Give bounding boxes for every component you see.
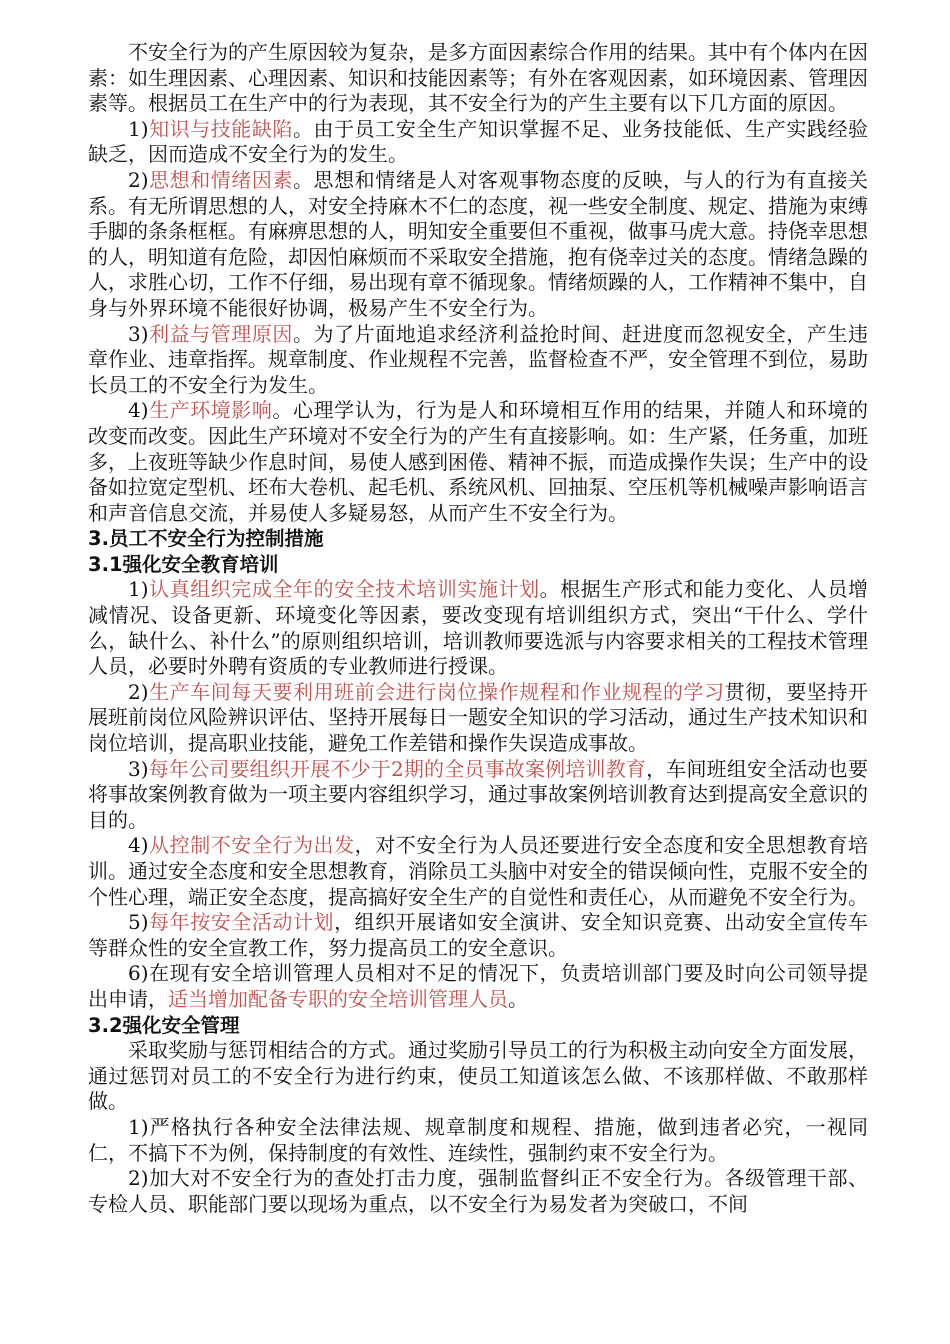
item-text: 严格执行各种安全法律法规、规章制度和规程、措施，做到违者必究，一视同仁，不搞下不为例，保持制度的有效性、连续性，强制约束不安全行为。 [88,1114,868,1165]
highlight-text: 利益与管理原因 [148,321,293,346]
intro-paragraph: 不安全行为的产生原因较为复杂，是多方面因素综合作用的结果。其中有个体内在因素：如生理因素、心理因素、知识和技能因素等；有外在客观因素，如环境因素、管理因素等。根据员工在生产中的行为表现，其不安全行为的产生主要有以下几方面的原因。 [88,40,868,116]
management-item-1 [88,1115,868,1166]
item-text: 贯彻，要坚持开展班前岗位风险辨识评估、坚持开展每日一题安全知识的学习活动，通过生产技术知识和岗位培训，提高职业技能，避免工作差错和操作失误造成事故。 [88,679,869,756]
highlight-text: 知识与技能缺陷 [148,116,293,141]
highlight-text: 生产环境影响 [148,398,273,423]
item-text: ，对不安全行为人员还要进行安全态度和安全思想教育培训。通过安全态度和安全思想教育，消除员工头脑中对安全的错误倾向性，克服不安全的个性心理，端正安全态度，提高搞好安全生产的自觉性和责任心，从而避免不安全行为。 [88,833,869,909]
training-item-4 [88,833,868,910]
highlight-text: 每年按安全活动计划 [148,910,335,935]
training-item-5 [88,910,868,961]
item-number: 2) [128,167,149,192]
highlight-text: 从控制不安全行为出发 [148,833,355,858]
item-text: ，组织开展诸如安全演讲、安全知识竞赛、出动安全宣传车等群众性的安全宣教工作，努力提高员工的安全意识。 [88,910,868,960]
item-number: 3) [128,321,149,346]
document-body [88,40,868,1217]
section-heading-3-2: 3.2强化安全管理 [88,1013,240,1037]
item-number: 5) [128,910,149,935]
item-number: 2) [128,679,149,704]
item-text: 加大对不安全行为的查处打击力度，强制监督纠正不安全行为。各级管理干部、专检人员、职能部门要以现场为重点，以不安全行为易发者为突破口，不间 [88,1166,868,1216]
item-text: 。根据生产形式和能力变化、人员增减情况、设备更新、环境变化等因素，要改变现有培训组织方式，突出“干什么、学什么，缺什么、补什么”的原则组织培训，培训教师要选派与内容要求相关的工程技术管理人员，必要时外聘有资质的专业教师进行授课。 [88,577,868,679]
item-number: 4) [128,833,149,858]
item-text-pre: 在现有安全培训管理人员相对不足的情况下，负责培训部门要及时向公司领导提出申请， [88,961,868,1011]
item-text: 。为了片面地追求经济利益抢时间、赶进度而忽视安全，产生违章作业、违章指挥。规章制度、作业规程不完善，监督检查不严，安全管理不到位，易助长员工的不安全行为发生。 [88,321,869,397]
section-heading-3: 3.员工不安全行为控制措施 [88,527,324,551]
item-number: 1) [128,116,149,141]
cause-item-3 [88,322,868,399]
item-number: 4) [128,398,149,423]
highlight-text: 认真组织完成全年的安全技术培训实施计划 [148,577,540,602]
training-item-2 [88,680,868,757]
cause-item-4 [88,398,868,526]
highlight-text: 每年公司要组织开展不少于2期的全员事故案例培训教育 [148,756,647,781]
highlight-text: 思想和情绪因素 [148,167,293,192]
item-number: 6) [128,961,149,986]
item-text: ，车间班组安全活动也要将事故案例教育做为一项主要内容组织学习，通过事故案例培训教育达到提高安全意识的目的。 [88,756,868,832]
item-number: 1) [128,1114,149,1139]
item-text: 。心理学认为，行为是人和环境相互作用的结果，并随人和环境的改变而改变。因此生产环境对不安全行为的产生有直接影响。如：生产紧，任务重，加班多，上夜班等缺少作息时间，易使人感到困倦、精神不振，而造成操作失误；生产中的设备如拉宽定型机、坯布大卷机、起毛机、系统风机、回抽泵、空压机等机械噪声影响语言和声音信息交流，并易使人多疑易怒，从而产生不安全行为。 [88,398,869,525]
highlight-text: 适当增加配备专职的安全培训管理人员 [168,986,508,1011]
management-intro: 采取奖励与惩罚相结合的方式。通过奖励引导员工的行为积极主动向安全方面发展，通过惩罚对员工的不安全行为进行约束，使员工知道该怎么做、不该那样做、不敢那样做。 [88,1038,868,1114]
item-text: 。 [508,986,528,1011]
highlight-text: 生产车间每天要利用班前会进行岗位操作规程和作业规程的学习 [148,679,725,704]
training-item-3 [88,757,868,834]
cause-item-1 [88,117,868,168]
item-text: 。思想和情绪是人对客观事物态度的反映，与人的行为有直接关系。有无所谓思想的人，对安全持麻木不仁的态度，视一些安全制度、规定、措施为束缚手脚的条条框框。有麻痹思想的人，明知安全重要但不重视，做事马虎大意。持侥幸思想的人，明知道有危险，却因怕麻烦而不采取安全措施，抱有侥幸过关的态度。情绪急躁的人，求胜心切，工作不仔细，易出现有章不循现象。情绪烦躁的人，工作精神不集中，自身与外界环境不能很好协调，极易产生不安全行为。 [88,167,869,320]
item-number: 2) [128,1166,149,1191]
item-number: 3) [128,756,149,781]
cause-item-2 [88,168,868,322]
management-item-2 [88,1166,868,1217]
section-heading-3-1: 3.1强化安全教育培训 [88,552,279,576]
item-number: 1) [128,577,149,602]
item-text: 。由于员工安全生产知识掌握不足、业务技能低、生产实践经验缺乏，因而造成不安全行为的发生。 [88,116,869,167]
training-item-6 [88,961,868,1012]
training-item-1 [88,577,868,679]
